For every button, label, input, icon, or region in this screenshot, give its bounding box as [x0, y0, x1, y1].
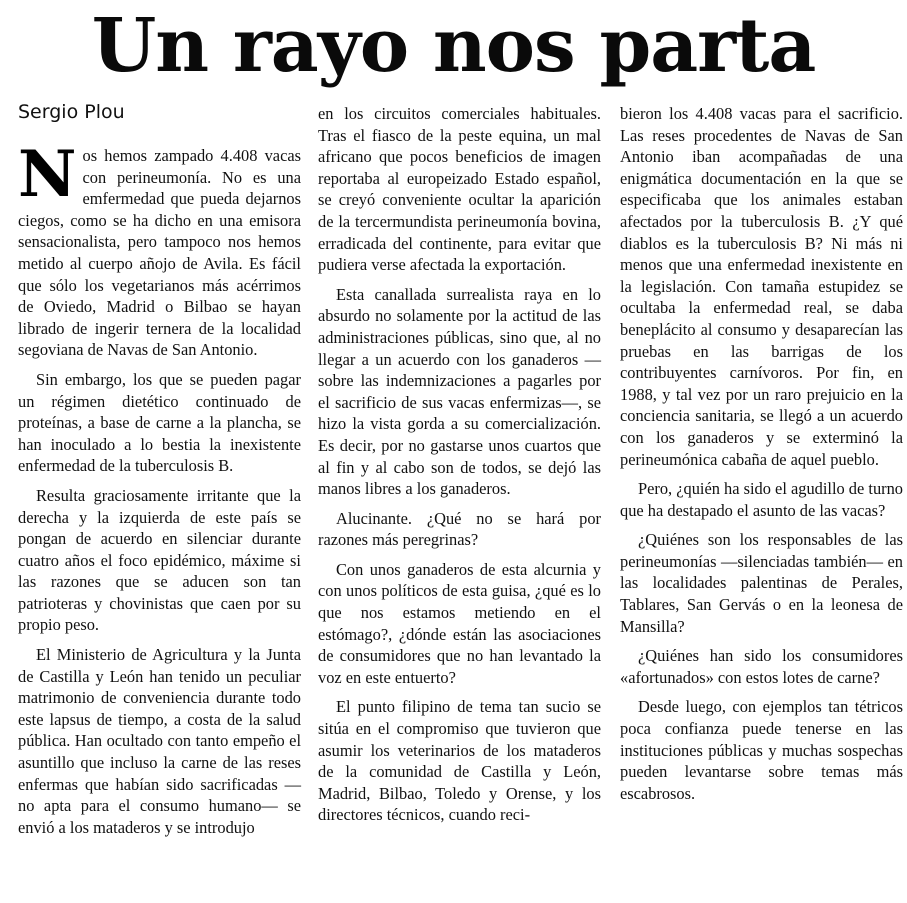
- article-column-3: [620, 103, 903, 812]
- byline: Sergio Plou: [18, 101, 125, 123]
- headline: Un rayo nos parta: [91, 3, 816, 89]
- paragraph: Sin embargo, los que se pueden pagar un régimen dietético continuado de proteínas, a base de carne a la plancha, se han inoculado a lo bestia la inexistente enfermedad de la tuberculosis B.: [18, 369, 301, 476]
- paragraph: Esta canallada surrealista raya en lo absurdo no solamente por la actitud de las administraciones públicas, sino que, al no llegar a un acuerdo con los ganaderos —sobre las indemnizaciones a pagarles por el sacrificio de sus vacas enfermizas—, se hizo la vista gorda a su comercialización. Es decir, por no gastarse unos cuartos que al fin y al cabo son de todos, se dejó las manos libres a los ganaderos.: [318, 284, 601, 499]
- paragraph: Pero, ¿quién ha sido el agudillo de turno que ha destapado el asunto de las vacas?: [620, 479, 903, 520]
- drop-cap: N: [18, 137, 77, 212]
- paragraph: Alucinante. ¿Qué no se hará por razones más peregrinas?: [318, 508, 601, 550]
- paragraph: os hemos zampado 4.408 vacas con perineumonía. No es una emfermedad que pueda dejarnos ciegos, como se ha dicho en una emisora sensacionalista, pero tampoco nos hemos metido al cuerpo añojo de Avila. Es fácil que sólo los vegetarianos más acérrimos de Oviedo, Madrid o Bilbao se hayan librado de ingerir ternera de la localidad segoviana de Navas de San Antonio.: [18, 146, 301, 360]
- paragraph: El Ministerio de Agricultura y la Junta de Castilla y León han tenido un peculiar matrimonio de conveniencia durante todo este lapsus de tiempo, a costa de la salud pública. Han ocultado con tanto empeño el asuntillo que incluso la carne de las reses enfermas que habían sido sacrificadas —no apta para el consumo humano— se envió a los mataderos y se introdujo: [18, 645, 301, 837]
- paragraph: El punto filipino de tema tan sucio se sitúa en el compromiso que tuvieron que asumir los veterinarios de los mataderos de la comunidad de Castilla y León, Madrid, Bilbao, Toledo y Orense, y los directores técnicos, cuando reci-: [318, 697, 601, 825]
- paragraph: en los circuitos comerciales habituales. Tras el fiasco de la peste equina, un mal africano que pocos beneficios de imagen reportaba al europeizado Estado español, se creyó conveniente ocultar la aparición de la tercermundista perineumonía bovina, erradicada del continente, para evitar que pudiera verse afectada la exportación.: [318, 104, 601, 275]
- paragraph: ¿Quiénes han sido los consumidores «afortunados» con estos lotes de carne?: [620, 646, 903, 687]
- paragraph: ¿Quiénes son los responsables de las perineumonías —silenciadas también— en las localidades palentinas de Perales, Tablares, San Gervás o en la leonesa de Mansilla?: [620, 530, 903, 636]
- paragraph: bieron los 4.408 vacas para el sacrificio. Las reses procedentes de Navas de San Antonio iban acompañadas de una enigmática documentación en la que se especificaba que los animales estaban afectados por la tuberculosis B. ¿Y qué diablos es la tuberculosis B? Ni más ni menos que una enfermedad inexistente en la legislación. Con tamaña estupidez se ocultaba la enfermedad real, se daba beneplácito al consumo y desaparecían las pruebas en las barrigas de los contribuyentes carnívoros. Por fin, en 1988, y tal vez por un raro prejuicio en la conciencia sanitaria, se llegó a un acuerdo con los ganaderos y se exterminó la perineumónica cabaña de aquel pueblo.: [620, 104, 903, 469]
- paragraph: Resulta graciosamente irritante que la derecha y la izquierda de este país se pongan de acuerdo en silenciar durante cuatro años el foco epidémico, máxime si las razones que se aducen son tan patrioteras y chovinistas que caen por su propio peso.: [18, 485, 301, 635]
- paragraph: Desde luego, con ejemplos tan tétricos poca confianza puede tenerse en las instituciones públicas y muchas sospechas pueden levantarse sobre temas más escabrosos.: [620, 697, 903, 803]
- paragraph: Con unos ganaderos de esta alcurnia y con unos políticos de esta guisa, ¿qué es lo que nos estamos metiendo en el estómago?, ¿dónde están las asociaciones de consumidores que no han levantado la voz en este entuerto?: [318, 559, 601, 687]
- article-column-2: [318, 103, 601, 834]
- article-column-1: [18, 137, 301, 846]
